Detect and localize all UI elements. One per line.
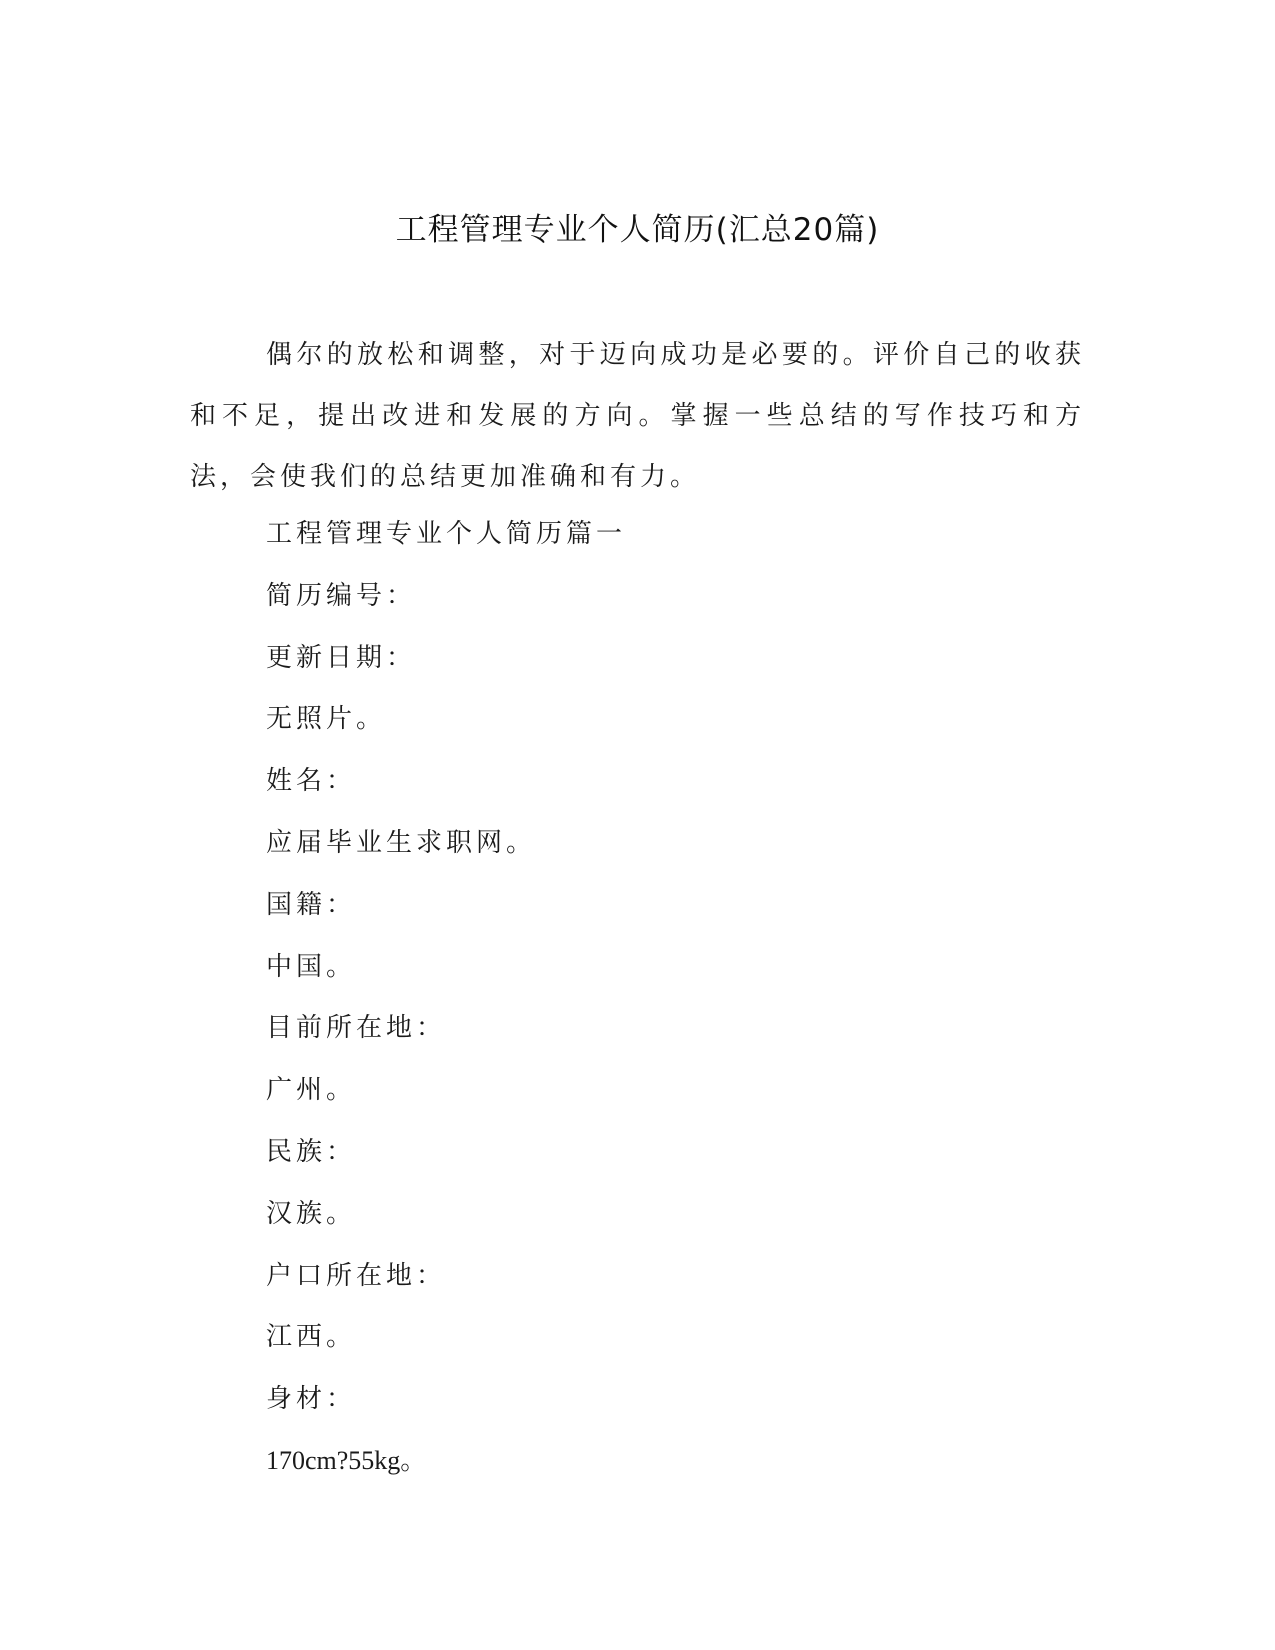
intro-paragraph: 偶尔的放松和调整，对于迈向成功是必要的。评价自己的收获和不足，提出改进和发展的方向。掌握一些总结的写作技巧和方法，会使我们的总结更加准确和有力。: [190, 340, 1085, 492]
resume-field-value: 应届毕业生求职网。: [266, 827, 537, 858]
resume-field-label: 国籍：: [266, 889, 357, 920]
resume-lines: [266, 514, 1086, 1503]
resume-field-label: 简历编号：: [266, 580, 417, 611]
resume-field-label: 民族：: [266, 1136, 357, 1167]
resume-field-value: 中国。: [266, 951, 357, 982]
section-heading: 工程管理专业个人简历篇一: [266, 519, 627, 549]
resume-field-value: 广州。: [266, 1075, 357, 1106]
document-title: 工程管理专业个人简历(汇总20篇): [395, 212, 880, 248]
resume-field-value: 170cm?55kg。: [266, 1445, 427, 1475]
resume-field-value: 无照片。: [266, 704, 387, 735]
resume-field-label: 更新日期：: [266, 642, 417, 673]
resume-field-value: 江西。: [266, 1322, 357, 1353]
resume-field-label: 目前所在地：: [266, 1013, 447, 1044]
resume-field-value: 汉族。: [266, 1198, 357, 1229]
resume-field-label: 户口所在地：: [266, 1260, 447, 1291]
resume-field-label: 身材：: [266, 1384, 357, 1415]
resume-field-label: 姓名：: [266, 766, 357, 797]
